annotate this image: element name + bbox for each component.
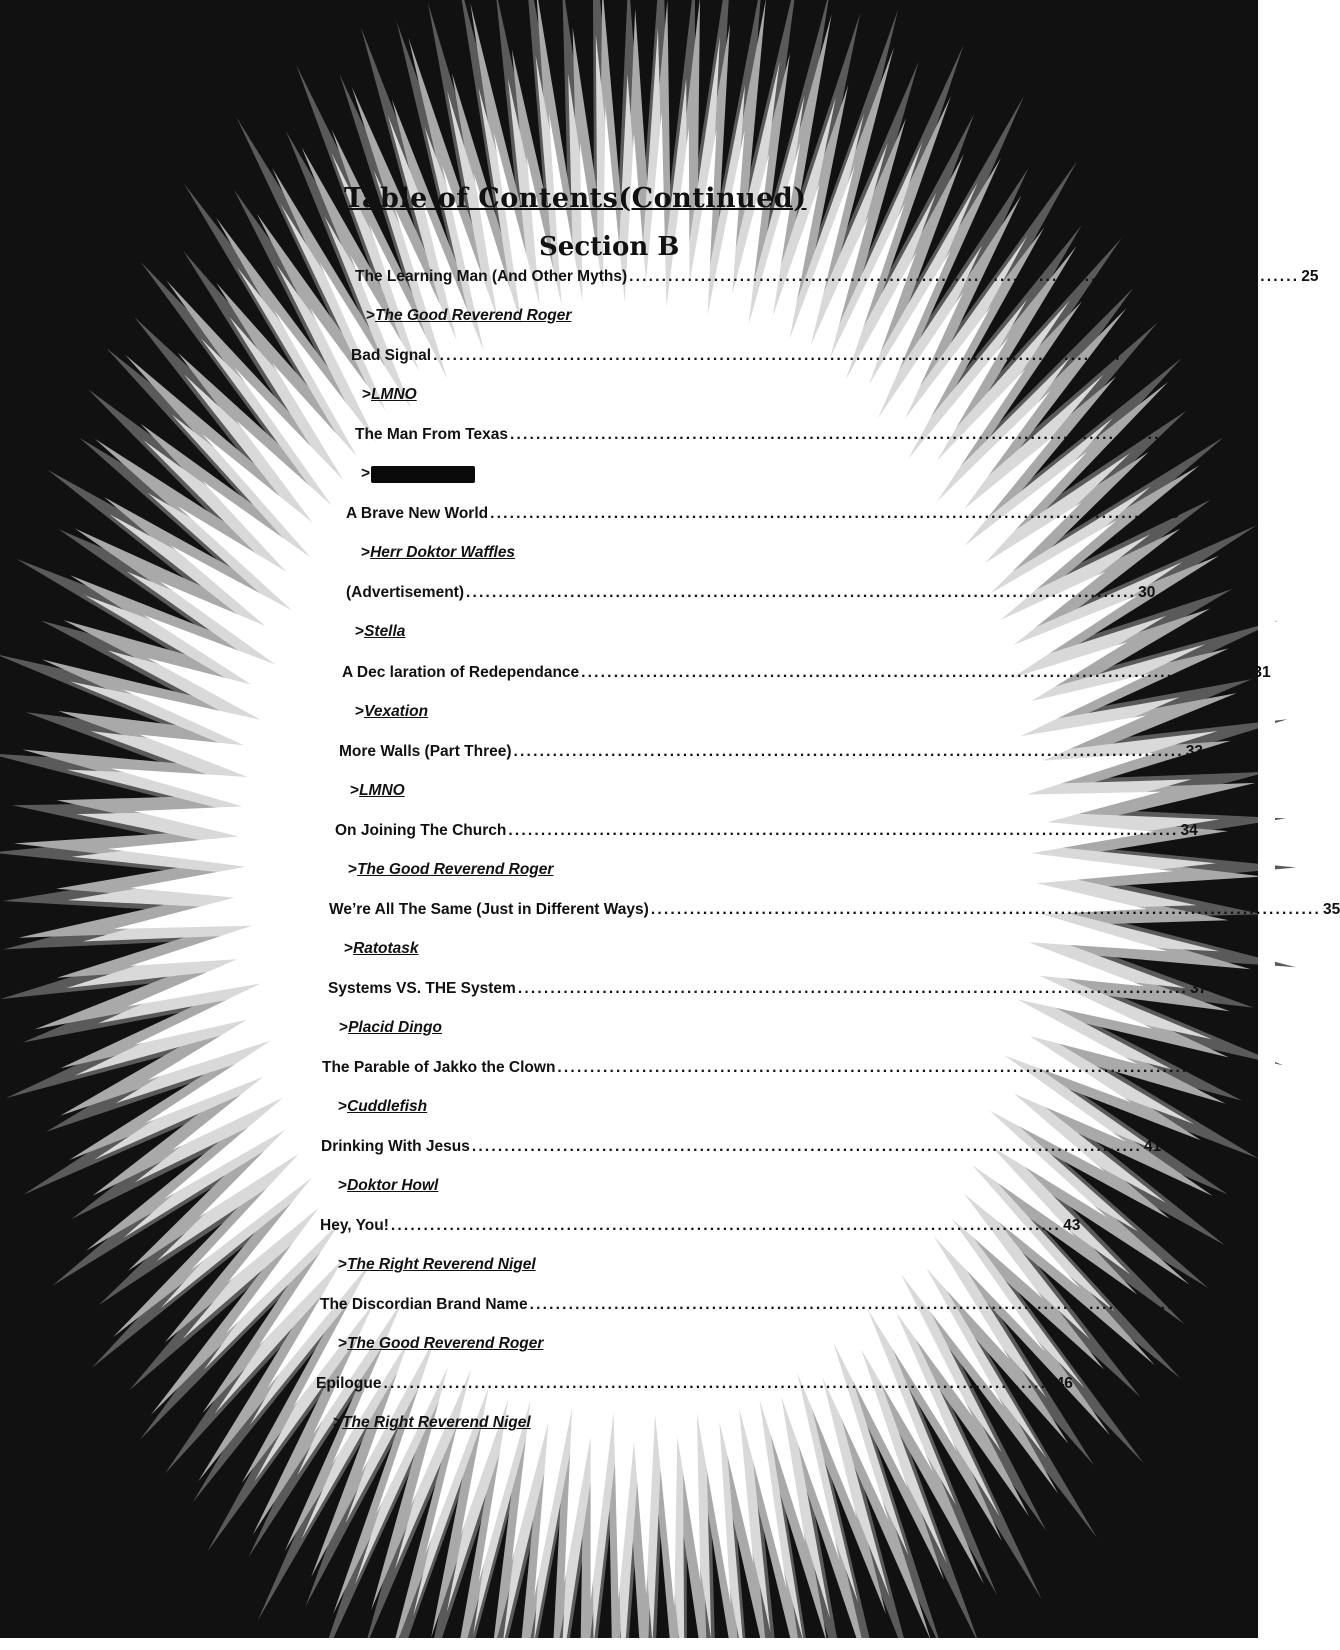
author-name: Doktor Howl [347,1177,439,1195]
toc-page-number: 27 [1105,347,1123,365]
toc-entry [346,502,1180,526]
toc-dot-leader: ....................................................................................................... [629,268,1300,285]
toc-page-number: 34 [1180,821,1198,839]
toc-entry [355,423,1200,447]
toc-author-line [361,462,475,486]
toc-author-line [355,620,405,644]
toc-entry [329,898,1340,922]
toc-entry [320,1293,1219,1317]
author-name: The Good Reverend Roger [357,860,554,878]
page-title: Table of Contents(Continued) [344,183,807,214]
author-marker: > [366,307,376,324]
toc-page-number: 29 [1162,505,1180,523]
toc-dot-leader: ....................................................................................................... [390,1217,1062,1235]
toc-author-line [350,779,405,803]
toc-page-number: 28 [1182,426,1200,444]
author-name: Herr Doktor Waffles [370,544,516,562]
toc-dot-leader: ....................................................................................................... [517,979,1188,997]
author-name: Ratotask [353,939,419,957]
toc-author-line [339,1016,442,1040]
redacted-author-bar [371,466,475,483]
author-marker: > [338,1335,348,1353]
toc-dot-leader: ....................................................................................................... [581,663,1252,681]
toc-entry-title: The Parable of Jakko the Clown [322,1059,556,1076]
toc-page-number: 37 [1189,979,1208,997]
toc-entry-title: A Brave New World [346,505,489,523]
author-name: LMNO [359,781,405,799]
toc-entry-title: Bad Signal [351,347,432,365]
toc-entry-title: Systems VS. THE System [328,979,516,997]
author-name: The Good Reverend Roger [347,1335,544,1353]
author-name: Cuddlefish [347,1098,428,1115]
toc-entry [342,661,1271,685]
toc-page-number: 31 [1253,663,1271,681]
author-marker: > [338,1098,348,1115]
author-name: The Right Reverend Nigel [342,1414,531,1432]
author-marker: > [339,1018,349,1036]
author-marker: > [344,939,354,957]
author-marker: > [361,544,371,562]
toc-author-line [348,858,553,882]
author-marker: > [355,702,365,720]
toc-entry-title: Epilogue [316,1375,382,1393]
toc-entry-title: Hey, You! [320,1217,389,1235]
toc-page-number: 35 [1323,900,1340,918]
toc-entry [351,344,1123,368]
toc-page-number: 25 [1301,268,1319,285]
author-name: Vexation [364,702,429,720]
section-heading: Section B [539,232,680,262]
toc-author-line [362,383,417,407]
toc-author-line [338,1253,536,1277]
toc-entry [328,977,1208,1001]
toc-page-number: 41 [1144,1138,1162,1156]
toc-author-line [338,1174,438,1198]
author-marker: > [333,1414,343,1432]
toc-entry-title: We’re All The Same (Just in Different Ways) [329,900,649,918]
toc-entry [320,1214,1081,1238]
toc-dot-leader: ....................................................................................................... [433,347,1104,365]
toc-dot-leader: ....................................................................................................... [471,1138,1143,1156]
toc-page-number: 45 [1201,1296,1219,1314]
toc-page-number: 43 [1063,1217,1081,1235]
toc-page-number: 39 [1229,1059,1247,1076]
author-marker: > [348,860,358,878]
author-marker: > [361,465,371,483]
toc-entry [346,581,1156,605]
toc-page-number: 46 [1055,1375,1073,1393]
toc-dot-leader: ....................................................................................................... [466,584,1137,602]
author-name: Placid Dingo [348,1018,442,1036]
author-name: The Good Reverend Roger [375,307,572,324]
author-name: LMNO [371,386,417,404]
toc-entry [321,1135,1162,1159]
toc-dot-leader: ....................................................................................................... [529,1296,1200,1314]
toc-author-line [361,541,515,565]
toc-author-line [338,1332,543,1356]
toc-entry-title: A Dec laration of Redependance [342,663,580,681]
author-name: The Right Reverend Nigel [347,1256,536,1274]
toc-page-number: 33 [1185,742,1203,760]
toc-entry [335,819,1198,843]
toc-dot-leader: ....................................................................................................... [508,821,1179,839]
toc-entry [322,1056,1247,1080]
toc-dot-leader: ....................................................................................................... [383,1375,1054,1393]
toc-entry-title: The Man From Texas [355,426,509,444]
toc-dot-leader: ....................................................................................................... [513,742,1184,760]
toc-entry-title: (Advertisement) [346,584,464,602]
author-marker: > [338,1256,348,1274]
toc-entry-title: More Walls (Part Three) [339,742,512,760]
toc-author-line [338,1095,427,1119]
toc-author-line [333,1411,531,1435]
author-marker: > [362,386,372,404]
toc-entry-title: On Joining The Church [335,821,507,839]
toc-dot-leader: ....................................................................................................... [490,505,1161,523]
toc-dot-leader: ....................................................................................................... [650,900,1322,918]
toc-dot-leader: ....................................................................................................... [510,426,1181,444]
toc-page-number: 30 [1138,584,1156,602]
toc-entry [339,740,1203,764]
toc-dot-leader: ....................................................................................................... [557,1059,1228,1076]
toc-entry-title: Drinking With Jesus [321,1138,470,1156]
toc-author-line [355,700,428,724]
author-marker: > [355,623,365,641]
toc-entry [316,1372,1073,1396]
toc-author-line [344,937,419,961]
author-marker: > [338,1177,348,1195]
toc-entry-title: The Discordian Brand Name [320,1296,528,1314]
author-name: Stella [364,623,406,641]
toc-entry [355,265,1319,289]
toc-entry-title: The Learning Man (And Other Myths) [355,268,628,285]
author-marker: > [350,781,360,799]
toc-author-line [366,304,571,328]
